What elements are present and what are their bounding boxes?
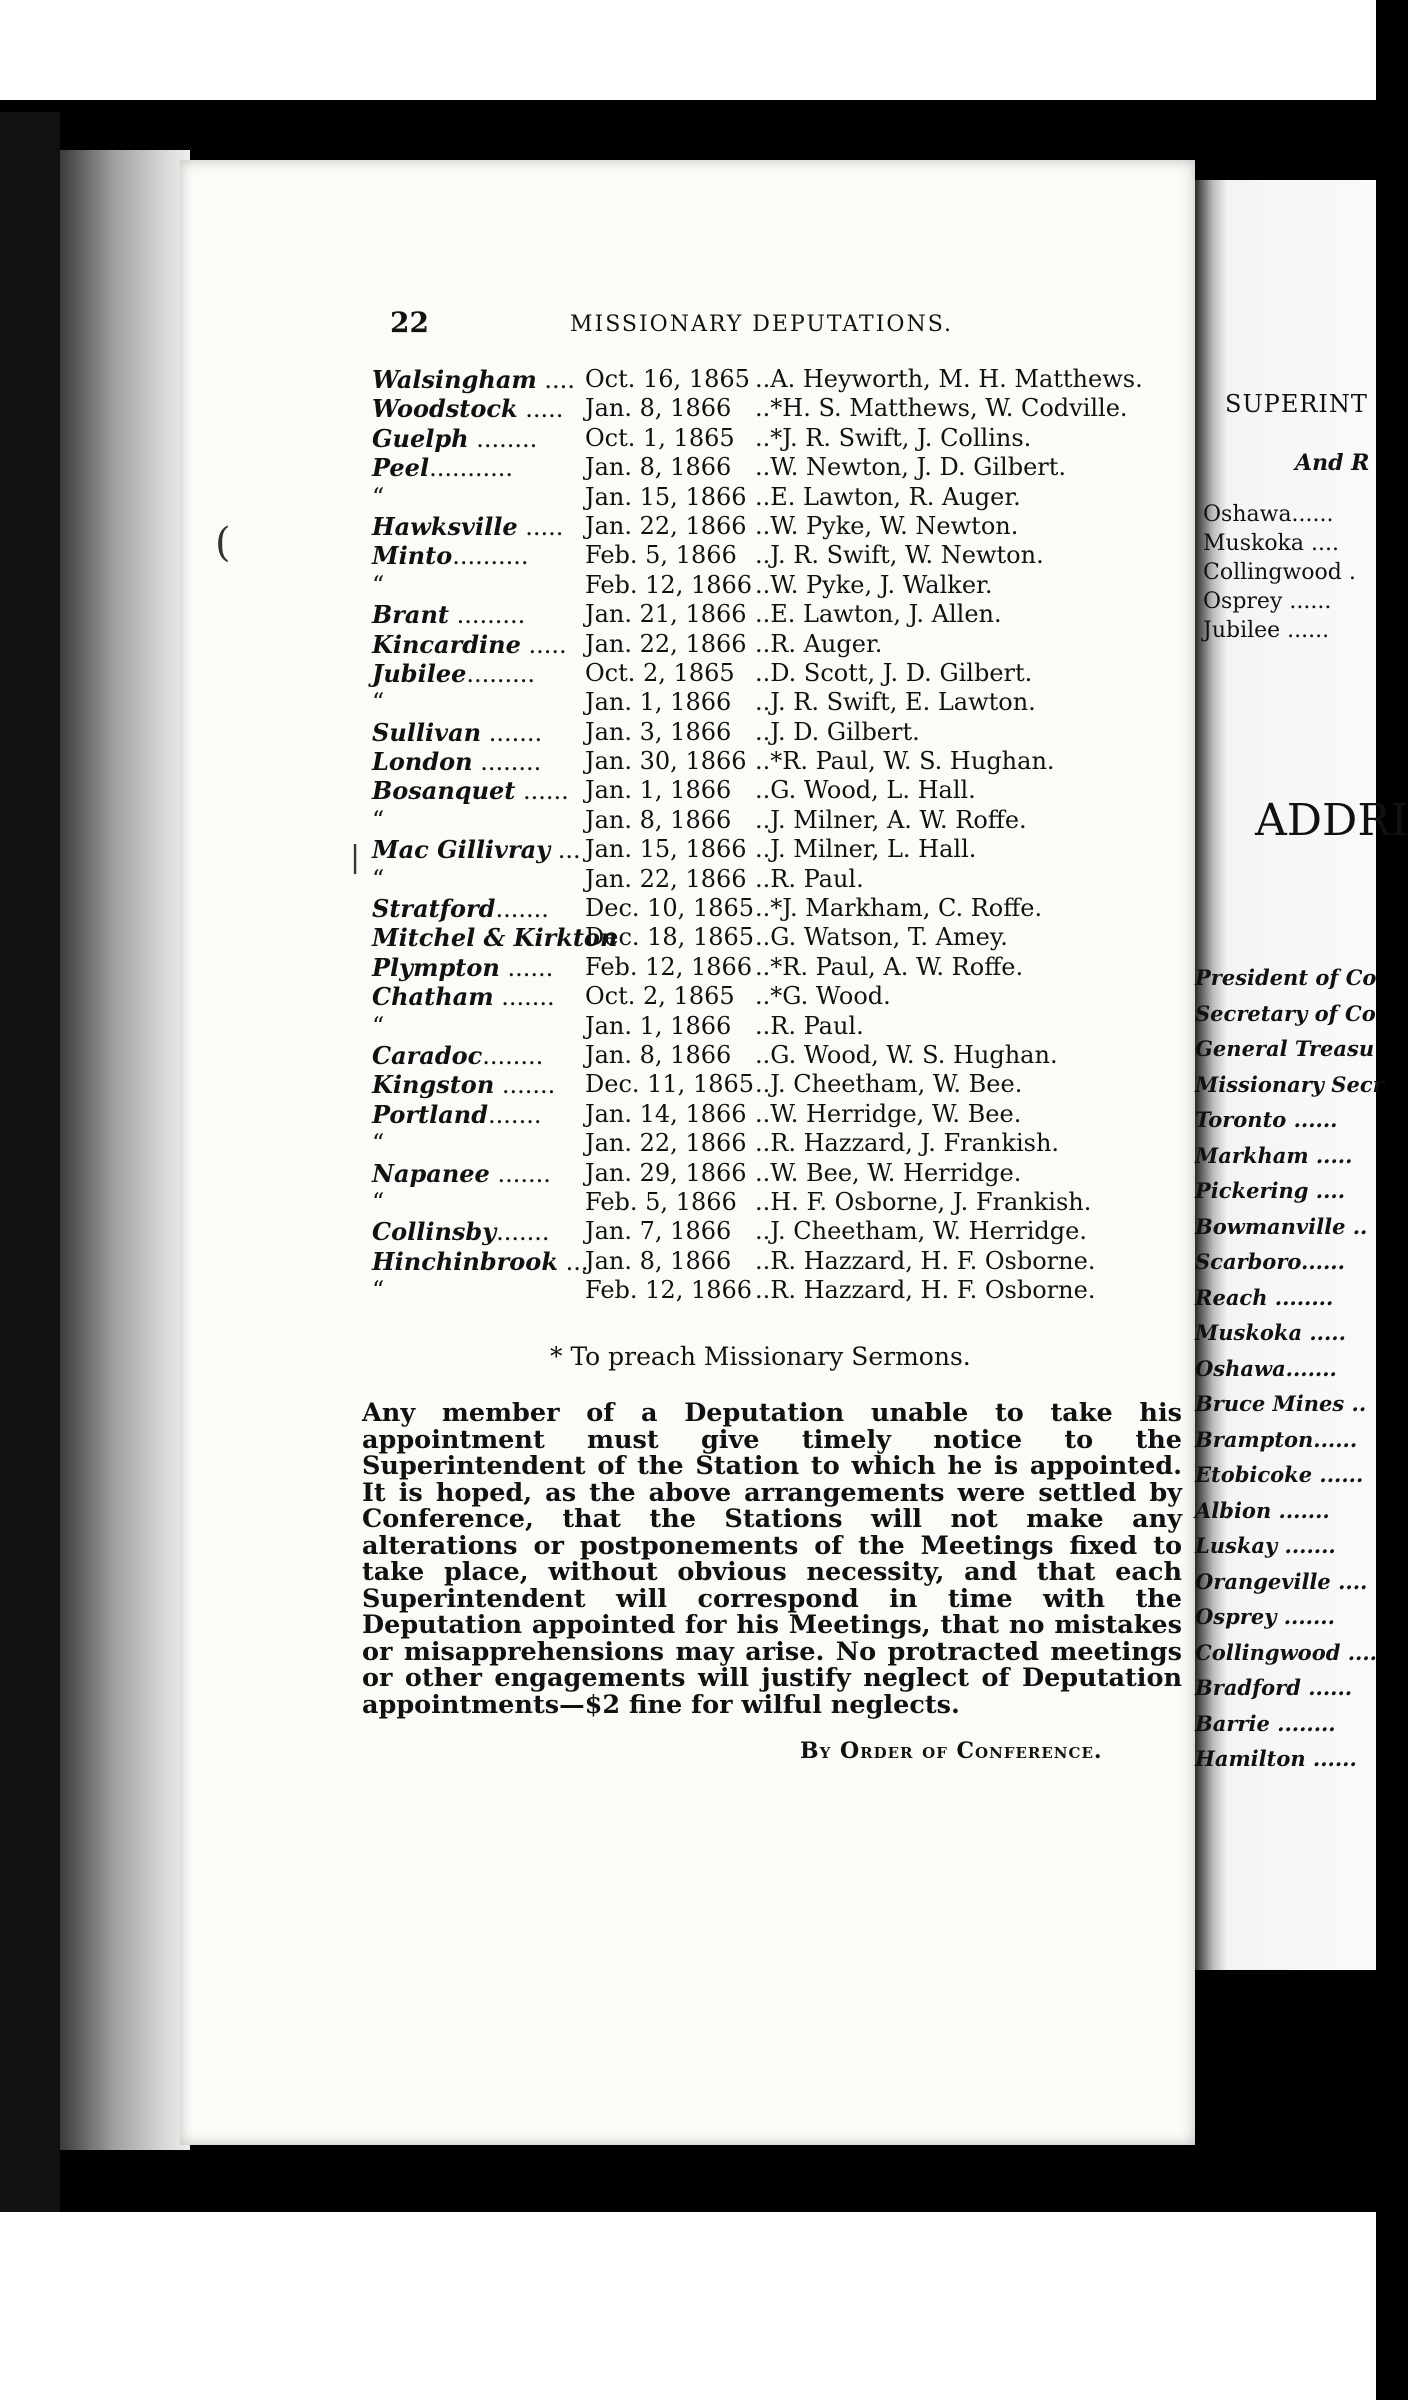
leader-dots: ....... bbox=[496, 1218, 550, 1247]
deputation-names: ..E. Lawton, R. Auger. bbox=[755, 482, 1021, 511]
station-name: Woodstock bbox=[372, 394, 518, 424]
right-page-office: Pickering .... bbox=[1195, 1178, 1346, 1203]
right-page-office: Oshawa....... bbox=[1195, 1355, 1337, 1381]
deputation-row bbox=[372, 1070, 1192, 1099]
deputation-row bbox=[372, 512, 1192, 541]
station-name: Plympton bbox=[372, 952, 500, 982]
meeting-date: Oct. 16, 1865 bbox=[585, 365, 750, 393]
deputation-names: ..H. F. Osborne, J. Frankish. bbox=[755, 1187, 1092, 1216]
right-page-office: Toronto ...... bbox=[1195, 1107, 1338, 1132]
meeting-date: Dec. 11, 1865 bbox=[585, 1070, 755, 1099]
meeting-date: Jan. 8, 1866 bbox=[585, 453, 732, 482]
deputation-row bbox=[372, 953, 1192, 982]
right-page-office: Etobicoke ...... bbox=[1195, 1462, 1364, 1487]
deputation-names: ..J. R. Swift, E. Lawton. bbox=[755, 688, 1036, 717]
running-title: MISSIONARY DEPUTATIONS. bbox=[570, 312, 953, 337]
deputation-names: ..G. Wood, W. S. Hughan. bbox=[755, 1040, 1058, 1069]
deputation-names: ..W. Pyke, J. Walker. bbox=[755, 570, 993, 599]
station-name: Mitchel & Kirkton bbox=[372, 923, 618, 953]
right-page-office: Secretary of Co bbox=[1195, 1000, 1376, 1026]
deputation-row bbox=[372, 865, 1192, 894]
meeting-date: Jan. 14, 1866 bbox=[585, 1099, 747, 1128]
page-number: 22 bbox=[390, 306, 429, 339]
station-name: “ bbox=[372, 1011, 385, 1040]
leader-dots: ......... bbox=[466, 659, 536, 688]
right-page-office: Bradford ...... bbox=[1195, 1675, 1353, 1700]
deputation-row bbox=[372, 688, 1192, 717]
deputation-row bbox=[372, 365, 1192, 394]
deputation-row bbox=[372, 453, 1192, 482]
deputation-names: ..R. Paul. bbox=[755, 864, 864, 893]
deputation-names: ..W. Newton, J. D. Gilbert. bbox=[755, 453, 1067, 482]
deputation-row bbox=[372, 776, 1192, 805]
deputation-row bbox=[372, 1129, 1192, 1158]
leader-dots: ....... bbox=[481, 718, 543, 747]
deputation-names: ..J. Milner, L. Hall. bbox=[755, 835, 977, 864]
deputation-row bbox=[372, 835, 1192, 864]
right-page-office: Muskoka ..... bbox=[1195, 1320, 1346, 1345]
footnote: * To preach Missionary Sermons. bbox=[550, 1342, 971, 1371]
leader-dots: .......... bbox=[452, 542, 529, 571]
deputation-names: ..W. Herridge, W. Bee. bbox=[755, 1099, 1022, 1128]
leader-dots: ..... bbox=[520, 630, 567, 659]
scan-top-margin bbox=[0, 0, 1376, 108]
right-page-office: President of Co bbox=[1195, 965, 1377, 990]
meeting-date: Jan. 8, 1866 bbox=[585, 1246, 732, 1275]
station-name: Brant bbox=[372, 600, 450, 630]
station-name: Jubilee bbox=[372, 658, 467, 688]
station-name: Kingston bbox=[372, 1070, 495, 1100]
leader-dots: ........ bbox=[482, 1041, 544, 1070]
meeting-date: Jan. 1, 1866 bbox=[585, 1011, 732, 1040]
station-name: “ bbox=[372, 1276, 385, 1305]
notice-paragraph: Any member of a Deputation unable to take his appointment must give timely notice to the Superintendent of the Station to which he is appointed. It is hoped, as the above arrangements were settled by Conference, that the Stations will not make any alterations or postponements of the Meetings fixed to take place, without obvious necessity, and that each Superintendent will correspond in time with the Deputation appointed for his Meetings, that no mistakes or misapprehensions may arise. No protracted meetings or other engagements will justify neglect of Deputation appointments—$2 fine for wilful neglects. bbox=[362, 1398, 1182, 1720]
right-page-office: Orangeville .... bbox=[1195, 1568, 1368, 1594]
deputation-names: ..J. R. Swift, W. Newton. bbox=[755, 541, 1044, 570]
meeting-date: Jan. 8, 1866 bbox=[585, 1040, 732, 1069]
deputation-names: ..J. Cheetham, W. Herridge. bbox=[755, 1217, 1087, 1246]
deputation-names: ..R. Auger. bbox=[755, 629, 883, 658]
station-name: “ bbox=[372, 864, 385, 893]
meeting-date: Jan. 1, 1866 bbox=[585, 688, 732, 717]
deputation-row bbox=[372, 1159, 1192, 1188]
book-spine bbox=[0, 112, 60, 2212]
right-page-subheading: And R bbox=[1295, 450, 1370, 476]
meeting-date: Dec. 10, 1865 bbox=[585, 894, 755, 923]
right-page-fragment bbox=[1195, 180, 1408, 1970]
deputation-row bbox=[372, 1041, 1192, 1070]
meeting-date: Jan. 8, 1866 bbox=[585, 805, 732, 834]
station-name: Hinchinbrook bbox=[372, 1246, 558, 1276]
station-name: Mac Gillivray bbox=[372, 835, 551, 865]
deputation-names: ..*H. S. Matthews, W. Codville. bbox=[755, 394, 1128, 423]
right-page-office: Reach ........ bbox=[1195, 1284, 1334, 1310]
meeting-date: Jan. 7, 1866 bbox=[585, 1217, 732, 1246]
meeting-date: Jan. 3, 1866 bbox=[585, 717, 732, 746]
margin-tick-mark: | bbox=[350, 840, 361, 875]
deputation-names: ..R. Hazzard, H. F. Osborne. bbox=[755, 1246, 1096, 1275]
meeting-date: Jan. 22, 1866 bbox=[585, 629, 747, 658]
deputation-names: ..*G. Wood. bbox=[755, 982, 891, 1011]
meeting-date: Jan. 1, 1866 bbox=[585, 776, 732, 805]
station-name: “ bbox=[372, 1129, 385, 1158]
leader-dots: ...... bbox=[499, 953, 554, 982]
right-page-office: Osprey ....... bbox=[1195, 1604, 1335, 1629]
signature: By Order of Conference. bbox=[800, 1738, 1103, 1764]
deputation-row bbox=[372, 630, 1192, 659]
station-name: Peel bbox=[372, 453, 430, 483]
deputation-names: ..W. Bee, W. Herridge. bbox=[755, 1158, 1022, 1187]
deputation-names: ..R. Hazzard, J. Frankish. bbox=[755, 1129, 1060, 1158]
right-page-office: Albion ....... bbox=[1195, 1497, 1330, 1523]
deputation-names: ..J. Cheetham, W. Bee. bbox=[755, 1070, 1023, 1099]
deputation-row bbox=[372, 483, 1192, 512]
right-page-station: Collingwood . bbox=[1203, 560, 1356, 585]
deputation-row bbox=[372, 806, 1192, 835]
leader-dots: ....... bbox=[494, 1071, 556, 1100]
right-page-office: Hamilton ...... bbox=[1195, 1746, 1357, 1771]
deputation-names: ..*R. Paul, W. S. Hughan. bbox=[755, 747, 1055, 776]
leader-dots: ...... bbox=[515, 777, 569, 806]
left-page-edge bbox=[60, 150, 190, 2150]
station-name: Minto bbox=[372, 541, 453, 571]
meeting-date: Dec. 18, 1865 bbox=[585, 923, 755, 952]
meeting-date: Jan. 15, 1866 bbox=[585, 482, 747, 511]
meeting-date: Feb. 12, 1866 bbox=[585, 952, 753, 981]
meeting-date: Jan. 22, 1866 bbox=[585, 511, 747, 540]
right-page-office: Barrie ........ bbox=[1195, 1710, 1336, 1736]
deputation-names: ..E. Lawton, J. Allen. bbox=[755, 600, 1002, 629]
right-page-office: Brampton...... bbox=[1195, 1426, 1358, 1452]
deputation-row bbox=[372, 659, 1192, 688]
meeting-date: Oct. 2, 1865 bbox=[585, 982, 735, 1011]
leader-dots: ....... bbox=[489, 1159, 551, 1188]
leader-dots: ....... bbox=[488, 1100, 542, 1129]
leader-dots: .... bbox=[536, 366, 575, 394]
meeting-date: Jan. 8, 1866 bbox=[585, 394, 732, 423]
deputation-row bbox=[372, 718, 1192, 747]
meeting-date: Jan. 21, 1866 bbox=[585, 600, 747, 629]
right-page-office: Markham ..... bbox=[1195, 1142, 1353, 1168]
right-page-heading: SUPERINT bbox=[1225, 390, 1368, 418]
deputation-row bbox=[372, 894, 1192, 923]
right-page-office: Missionary Secr bbox=[1195, 1071, 1384, 1097]
leader-dots: ... bbox=[557, 1247, 589, 1276]
deputation-list bbox=[372, 365, 1192, 1306]
leader-dots: ......... bbox=[449, 601, 526, 630]
leader-dots: ........ bbox=[472, 748, 542, 777]
station-name: Caradoc bbox=[372, 1040, 483, 1070]
deputation-row bbox=[372, 600, 1192, 629]
right-page-station: Oshawa...... bbox=[1203, 502, 1334, 527]
station-name: “ bbox=[372, 482, 385, 511]
right-page-station: Muskoka .... bbox=[1203, 531, 1339, 556]
leader-dots: ........... bbox=[429, 454, 513, 483]
meeting-date: Feb. 5, 1866 bbox=[585, 541, 737, 570]
meeting-date: Oct. 1, 1865 bbox=[585, 423, 735, 452]
right-page-office: Luskay ....... bbox=[1195, 1533, 1336, 1558]
leader-dots: ... bbox=[550, 836, 581, 865]
deputation-row bbox=[372, 394, 1192, 423]
meeting-date: Jan. 29, 1866 bbox=[585, 1158, 747, 1187]
deputation-names: ..G. Watson, T. Amey. bbox=[755, 923, 1008, 952]
deputation-names: ..W. Pyke, W. Newton. bbox=[755, 511, 1019, 540]
station-name: London bbox=[372, 747, 473, 777]
deputation-row bbox=[372, 982, 1192, 1011]
deputation-row bbox=[372, 541, 1192, 570]
station-name: Walsingham bbox=[372, 365, 537, 394]
deputation-names: ..A. Heyworth, M. H. Matthews. bbox=[755, 365, 1143, 393]
right-page-office: General Treasu bbox=[1195, 1036, 1375, 1061]
meeting-date: Feb. 5, 1866 bbox=[585, 1187, 737, 1216]
station-name: Hawksville bbox=[372, 511, 518, 541]
meeting-date: Oct. 2, 1865 bbox=[585, 658, 735, 687]
deputation-names: ..J. D. Gilbert. bbox=[755, 717, 920, 746]
station-name: Napanee bbox=[372, 1158, 490, 1188]
deputation-names: ..R. Hazzard, H. F. Osborne. bbox=[755, 1276, 1096, 1305]
station-name: “ bbox=[372, 688, 385, 717]
deputation-row bbox=[372, 1217, 1192, 1246]
deputation-row bbox=[372, 1276, 1192, 1305]
station-name: Portland bbox=[372, 1099, 489, 1129]
deputation-names: ..R. Paul. bbox=[755, 1011, 864, 1040]
leader-dots: ....... bbox=[495, 895, 549, 924]
right-page-office: Scarboro...... bbox=[1195, 1249, 1345, 1274]
meeting-date: Feb. 12, 1866 bbox=[585, 570, 753, 599]
deputation-names: ..D. Scott, J. D. Gilbert. bbox=[755, 658, 1033, 687]
station-name: “ bbox=[372, 570, 385, 599]
station-name: Bosanquet bbox=[372, 776, 516, 806]
station-name: “ bbox=[372, 1187, 385, 1216]
meeting-date: Jan. 22, 1866 bbox=[585, 864, 747, 893]
deputation-row bbox=[372, 1188, 1192, 1217]
deputation-names: ..G. Wood, L. Hall. bbox=[755, 776, 976, 805]
deputation-row bbox=[372, 923, 1192, 952]
right-page-office: Bruce Mines .. bbox=[1195, 1391, 1367, 1416]
right-page-office: Collingwood .... bbox=[1195, 1639, 1377, 1665]
deputation-row bbox=[372, 571, 1192, 600]
meeting-date: Jan. 15, 1866 bbox=[585, 835, 747, 864]
deputation-row bbox=[372, 747, 1192, 776]
deputation-names: ..*J. R. Swift, J. Collins. bbox=[755, 423, 1032, 452]
station-name: Sullivan bbox=[372, 717, 482, 747]
deputation-row bbox=[372, 1012, 1192, 1041]
station-name: Guelph bbox=[372, 423, 469, 453]
right-page-station: Jubilee ...... bbox=[1203, 618, 1330, 643]
deputation-names: ..*R. Paul, A. W. Roffe. bbox=[755, 952, 1024, 981]
scan-bottom-margin bbox=[0, 2212, 1376, 2400]
meeting-date: Jan. 30, 1866 bbox=[585, 747, 747, 776]
station-name: “ bbox=[372, 805, 385, 834]
right-page-office: Bowmanville .. bbox=[1195, 1213, 1368, 1239]
leader-dots: ..... bbox=[517, 512, 564, 541]
right-page-address-heading: ADDRI bbox=[1255, 795, 1408, 846]
deputation-row bbox=[372, 1100, 1192, 1129]
margin-bracket-mark: ( bbox=[215, 520, 231, 566]
leader-dots: ..... bbox=[517, 395, 564, 424]
station-name: Collinsby bbox=[372, 1217, 497, 1247]
meeting-date: Jan. 22, 1866 bbox=[585, 1129, 747, 1158]
leader-dots: ........ bbox=[468, 424, 538, 453]
leader-dots: ....... bbox=[493, 983, 555, 1012]
station-name: Kincardine bbox=[372, 629, 521, 659]
deputation-names: ..J. Milner, A. W. Roffe. bbox=[755, 805, 1027, 834]
meeting-date: Feb. 12, 1866 bbox=[585, 1276, 753, 1305]
deputation-row bbox=[372, 1247, 1192, 1276]
station-name: Stratford bbox=[372, 894, 496, 924]
deputation-names: ..*J. Markham, C. Roffe. bbox=[755, 894, 1043, 923]
station-name: Chatham bbox=[372, 982, 494, 1012]
deputation-row bbox=[372, 424, 1192, 453]
page-header bbox=[390, 306, 990, 346]
right-page-station: Osprey ...... bbox=[1203, 589, 1332, 614]
